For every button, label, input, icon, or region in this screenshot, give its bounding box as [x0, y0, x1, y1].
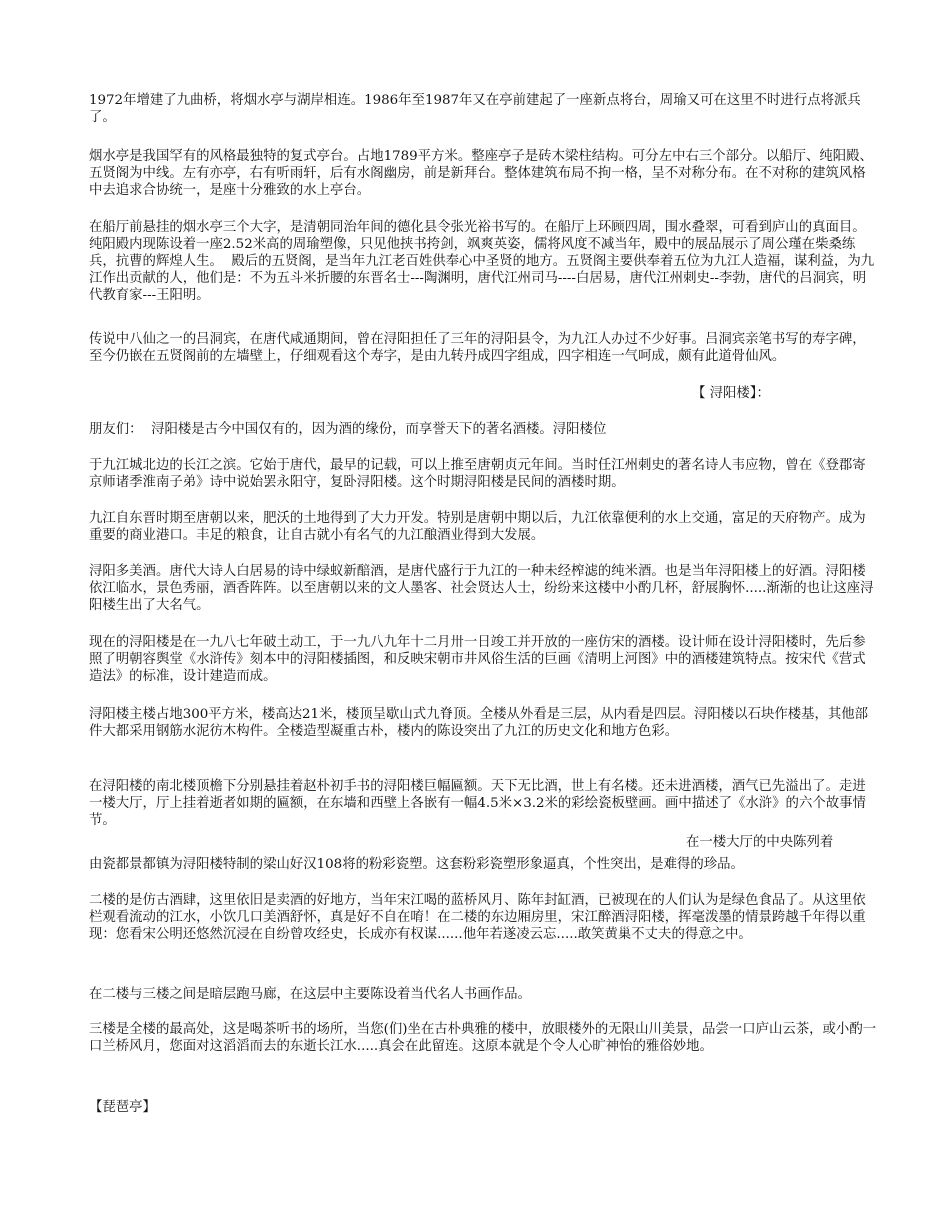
paragraph-mezzanine: 在二楼与三楼之间是暗层跑马廊，在这层中主要陈设着当代名人书画作品。 [89, 987, 531, 1002]
paragraph-yanshui-pavilion-layout: 烟水亭是我国罕有的风格最独特的复式亭台。占地1789平方米。整座亭子是砖木梁柱结构。可分左中右三个部分。以船厅、纯阳殿、五贤阁为中线。左有亦亭，右有听雨轩，后有水阁幽房，前是新拜台。整体建筑布局不拘一格，呈不对称分布。在不对称的建筑风格中去追求合协统一，是座十分雅致的水上亭台。 [89, 149, 873, 198]
paragraph-nine-bend-bridge: 1972年增建了九曲桥，将烟水亭与湖岸相连。1986年至1987年又在亭前建起了一座新点将台，周瑜又可在这里不时进行点将派兵了。 [89, 93, 861, 125]
paragraph-third-floor: 三楼是全楼的最高处，这是喝茶听书的场所，当您(们)坐在古朴典雅的楼中，放眼楼外的无限山川美景，品尝一口庐山云茶，或小酌一口兰桥风月，您面对这滔滔而去的东逝长江水.....真会在此留连。这原本就是个令人心旷神怡的雅俗妙地。 [89, 1022, 877, 1054]
paragraph-boat-hall-five-sages: 在船厅前悬挂的烟水亭三个大字，是清朝同治年间的德化县令张光裕书写的。在船厅上环顾四周，围水叠翠，可看到庐山的真面目。纯阳殿内现陈设着一座2.52米高的周瑜塑像，只见他挟书挎剑，飒爽英姿，儒将风度不减当年，殿中的展品展示了周公瑾在柴桑练兵，抗曹的辉煌人生。 殿后的五贤阁，是当年九江老百姓供奉心中圣贤的地方。五贤阁主要供奉着五位为九江人造福，谋利益，为九江作出贡献的人，他们是：不为五斗米折腰的东晋名士---陶渊明，唐代江州司马----白居易，唐代江州刺史--李勃，唐代的吕洞宾，明代教育家---王阳明。 [89, 220, 875, 303]
paragraph-porcelain-sculptures: 由瓷都景都镇为浔阳楼特制的梁山好汉108将的粉彩瓷塑。这套粉彩瓷塑形象逼真，个性突出，是难得的珍品。 [89, 857, 744, 872]
paragraph-modern-rebuild: 现在的浔阳楼是在一九八七年破土动工，于一九八九年十二月卅一日竣工并开放的一座仿宋的酒楼。设计师在设计浔阳楼时，先后参照了明朝容舆堂《水浒传》刻本中的浔阳楼插图，和反映宋朝市井风俗生活的巨画《清明上河图》中的酒楼建筑特点。按宋代《营式造法》的标准，设计建造而成。 [89, 635, 866, 684]
paragraph-lu-dongbin-legend: 传说中八仙之一的吕洞宾，在唐代咸通期间，曾在浔阳担任了三年的浔阳县令，为九江人办过不少好事。吕洞宾亲笔书写的寿字碑，至今仍嵌在五贤阁前的左墙壁上，仔细观看这个寿字，是由九转丹成四字组成，四字相连一气呵成，颇有此道骨仙风。 [89, 332, 866, 364]
paragraph-tang-origins: 于九江城北边的长江之滨。它始于唐代，最早的记载，可以上推至唐朝贞元年间。当时任江州刺史的著名诗人韦应物，曾在《登郡寄京师诸季淮南子弟》诗中说始罢永阳守，复卧浔阳楼。这个时期浔阳楼是民间的酒楼时期。 [89, 458, 866, 490]
section-heading-pipa-pavilion: 【琵琶亭】 [89, 1100, 156, 1115]
section-heading-xunyang-tower: 【 浔阳楼】： [692, 386, 770, 401]
paragraph-fine-wine: 浔阳多美酒。唐代大诗人白居易的诗中绿蚁新醅酒，是唐代盛行于九江的一种未经榨滤的纯米酒。也是当年浔阳楼上的好酒。浔阳楼依江临水，景色秀丽，酒香阵阵。以至唐朝以来的文人墨客、社会贤达人士，纷纷来这楼中小酌几杯，舒展胸怀.....渐渐的也让这座浔阳楼生出了大名气。 [89, 564, 874, 613]
paragraph-plaques-murals: 在浔阳楼的南北楼顶檐下分别悬挂着赵朴初手书的浔阳楼巨幅匾额。天下无比酒，世上有名楼。还未进酒楼，酒气已先溢出了。走进一楼大厅，厅上挂着逝者如期的匾额，在东墙和西壁上各嵌有一幅4.5米×3.2米的彩绘瓷板壁画。画中描述了《水浒》的六个故事情节。 [89, 779, 866, 828]
paragraph-jiujiang-development: 九江自东晋时期至唐朝以来，肥沃的土地得到了大力开发。特别是唐朝中期以后，九江依靠便利的水上交通，富足的天府物产。成为重要的商业港口。丰足的粮食，让自古就小有名气的九江酿酒业得到大发展。 [89, 511, 866, 543]
note-hall-center: 在一楼大厅的中央陈列着 [686, 835, 834, 850]
paragraph-second-floor: 二楼的是仿古酒肆，这里依旧是卖酒的好地方，当年宋江喝的蓝桥风月、陈年封缸酒，已被现在的人们认为是绿色食品了。从这里依栏观看流动的江水，小饮几口美酒舒怀，真是好不自在唷！在二楼的东边厢房里，宋江醉酒浔阳楼，挥毫泼墨的情景跨越千年得以重现：您看宋公明还悠然沉浸在自纷曾攻经史，长成亦有权谋......他年若遂凌云忘.....敢笑黄巢不丈夫的得意之中。 [89, 893, 866, 942]
paragraph-main-building: 浔阳楼主楼占地300平方米，楼高达21米，楼顶呈歇山式九脊顶。全楼从外看是三层，从内看是四层。浔阳楼以石块作楼基，其他部件大都采用钢筋水泥彷木构件。全楼造型凝重古朴，楼内的陈设突出了九江的历史文化和地方色彩。 [89, 707, 869, 739]
paragraph-friends-intro: 朋友们： 浔阳楼是古今中国仅有的，因为酒的缘份，而享誉天下的著名酒楼。浔阳楼位 [89, 422, 607, 437]
